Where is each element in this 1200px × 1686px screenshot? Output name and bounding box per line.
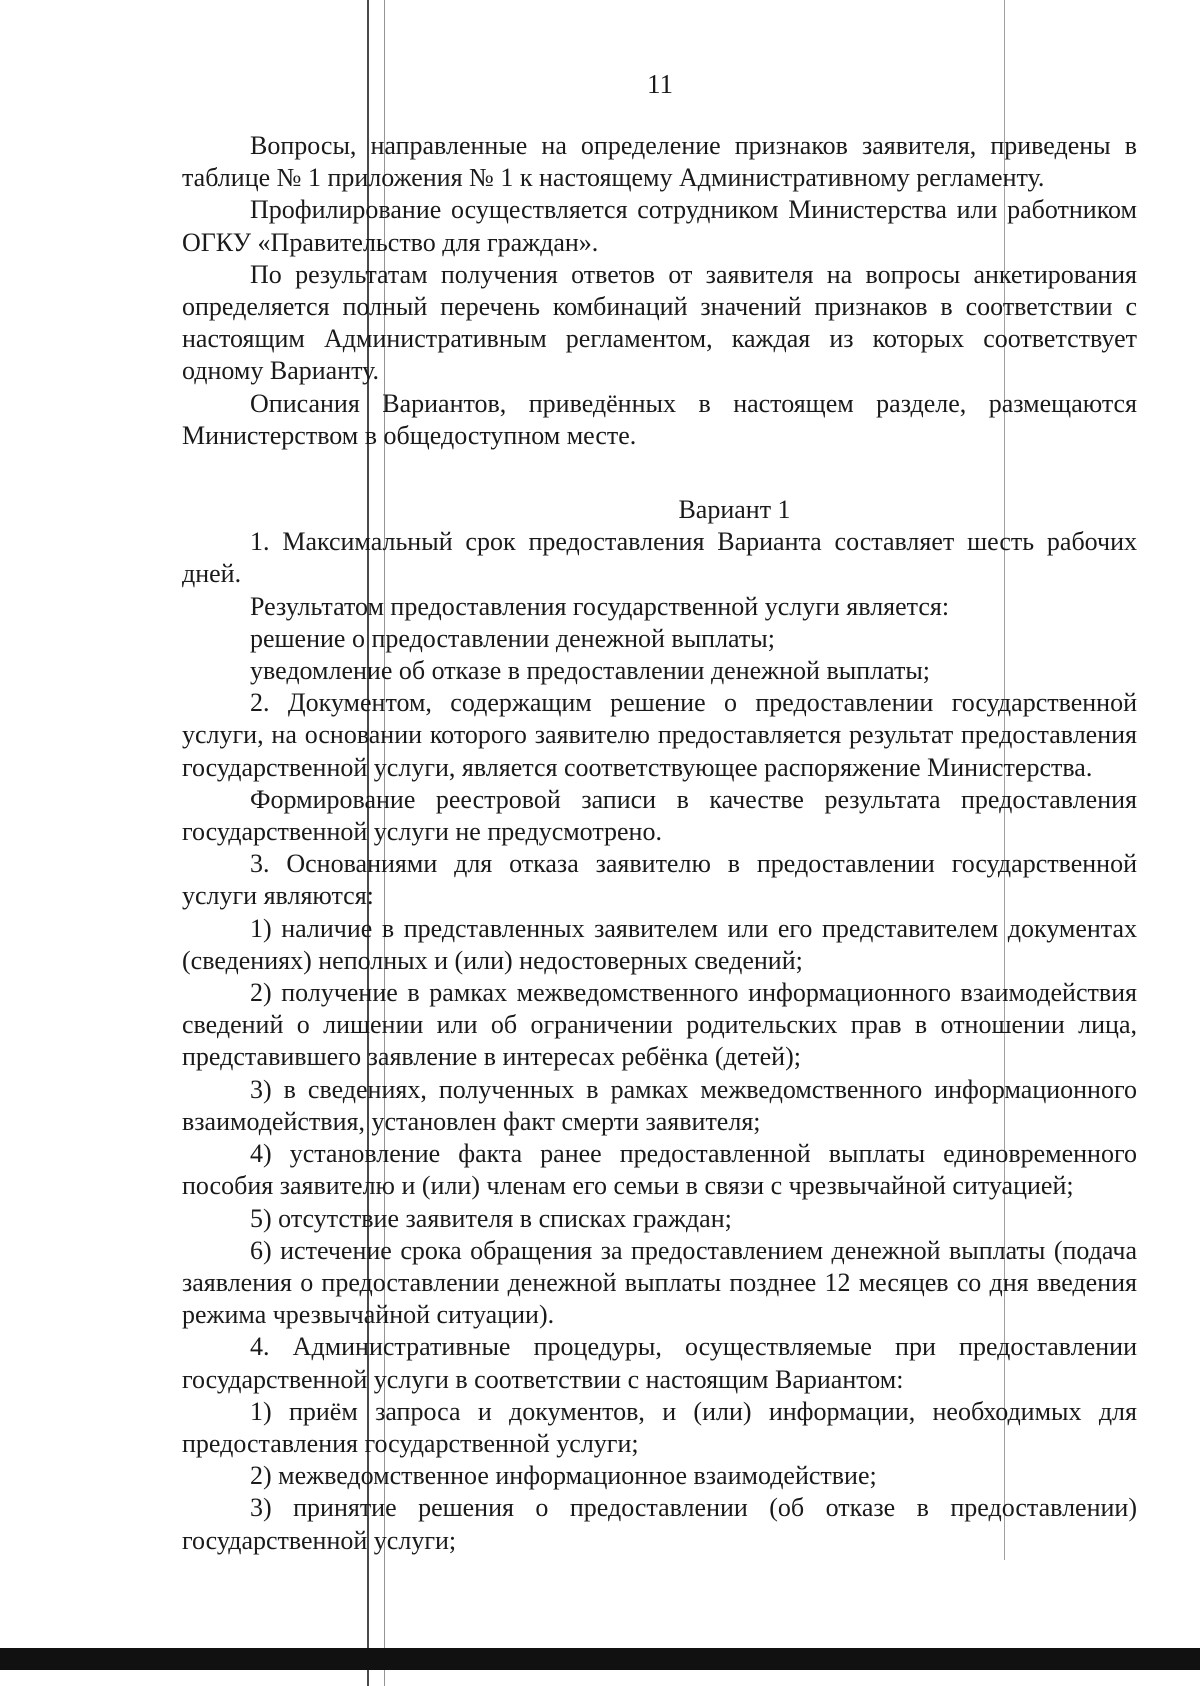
paragraph: 3. Основаниями для отказа заявителю в предоставлении государственной услуги являются: [182, 849, 1137, 911]
paragraph: По результатам получения ответов от заявителя на вопросы анкетирования определяется полный перечень комбинаций значений признаков в соответствии с настоящим Административным регламентом, каждая из которых соответствует одному Варианту. [182, 259, 1137, 386]
list-item: 4) установление факта ранее предоставленной выплаты единовременного пособия заявителю и (или) членам его семьи в связи с чрезвычайной ситуацией; [182, 1139, 1137, 1201]
list-item: 1) приём запроса и документов, и (или) информации, необходимых для предоставления государственной услуги; [182, 1396, 1137, 1458]
document-body [182, 130, 1137, 1557]
list-item: 5) отсутствие заявителя в списках граждан; [250, 1203, 732, 1233]
paragraph: 4. Административные процедуры, осуществляемые при предоставлении государственной услуги в соответствии с настоящим Вариантом: [182, 1332, 1137, 1394]
paragraph: 1. Максимальный срок предоставления Варианта составляет шесть рабочих дней. [182, 527, 1137, 589]
paragraph: уведомление об отказе в предоставлении денежной выплаты; [250, 656, 931, 686]
list-item: 2) получение в рамках межведомственного информационного взаимодействия сведений о лишении или об ограничении родительских прав в отношении лица, представившего заявление в интересах ребёнка (детей); [182, 978, 1137, 1072]
paragraph: Результатом предоставления государственной услуги является: [250, 591, 950, 621]
list-item: 3) в сведениях, полученных в рамках межведомственного информационного взаимодействия, установлен факт смерти заявителя; [182, 1074, 1137, 1136]
paragraph: Вопросы, направленные на определение признаков заявителя, приведены в таблице № 1 приложения № 1 к настоящему Административному регламенту. [182, 131, 1137, 193]
paragraph: решение о предоставлении денежной выплаты; [250, 623, 775, 653]
section-heading: Вариант 1 [678, 495, 791, 525]
page-number: 11 [647, 69, 673, 99]
paragraph: 2. Документом, содержащим решение о предоставлении государственной услуги, на основании которого заявителю предоставляется результат предоставления государственной услуги, является соответствующее распоряжение Министерства. [182, 688, 1137, 782]
list-item: 6) истечение срока обращения за предоставлением денежной выплаты (подача заявления о предоставлении денежной выплаты позднее 12 месяцев со дня введения режима чрезвычайной ситуации). [182, 1235, 1137, 1330]
list-item: 1) наличие в представленных заявителем или его представителем документах (сведениях) неполных и (или) недостоверных сведений; [182, 913, 1137, 975]
paragraph: Формирование реестровой записи в качестве результата предоставления государственной услуги не предусмотрено. [182, 784, 1137, 847]
list-item: 3) принятие решения о предоставлении (об отказе в предоставлении) государственной услуги; [182, 1493, 1137, 1555]
list-item: 2) межведомственное информационное взаимодействие; [250, 1461, 877, 1491]
scan-bottom-border [0, 1648, 1200, 1670]
paragraph: Профилирование осуществляется сотрудником Министерства или работником ОГКУ «Правительство для граждан». [182, 195, 1137, 257]
paragraph: Описания Вариантов, приведённых в настоящем разделе, размещаются Министерством в общедоступном месте. [182, 388, 1137, 450]
